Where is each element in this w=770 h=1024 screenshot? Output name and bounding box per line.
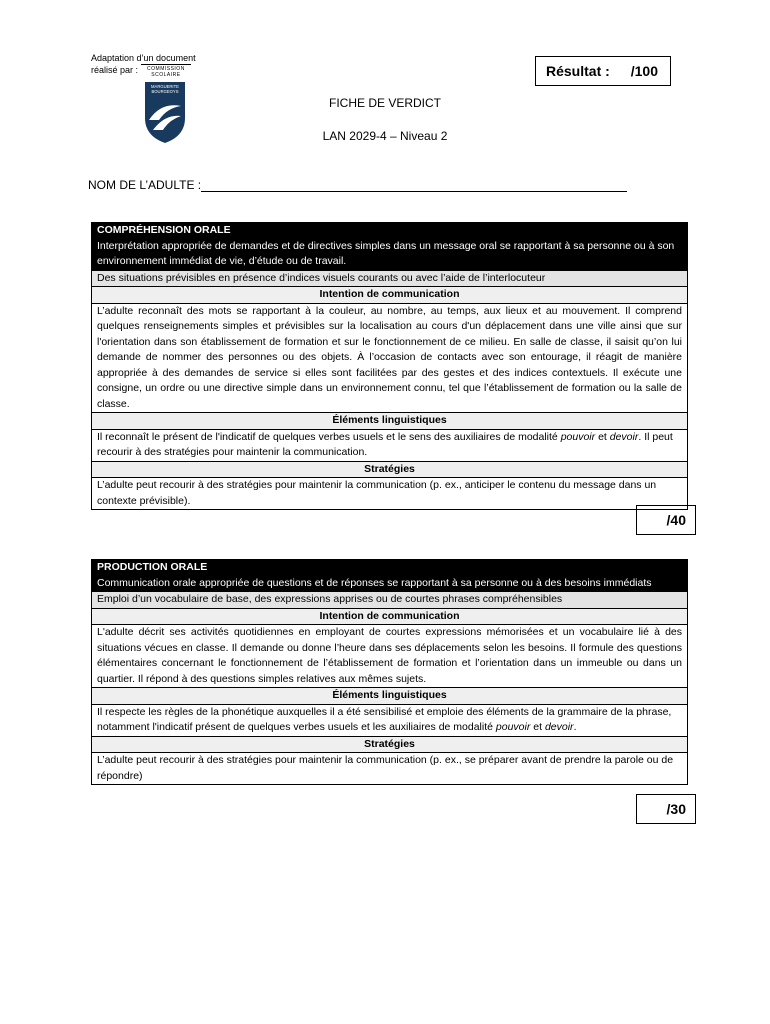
production-intention-text: L'adulte décrit ses activités quotidiennes en employant de courtes expressions mémorisées et un vocabulaire lié à des situations vécues en classe. Il demande ou donne l’heure dans ses déplacements selon les besoins. Il formule des questions élémentaires concernant le fonctionnement de l’établissement de formation et l’orientation dans un immeuble ou dans un quartier. Il répond à des questions simples relatives aux mêmes sujets. [92,625,688,688]
production-heading: PRODUCTION ORALE [97,561,208,573]
svg-text:BOURGEOYS: BOURGEOYS [151,89,179,94]
comprehension-linguistic-text: Il reconnaît le présent de l'indicatif de quelques verbes usuels et le sens des auxiliaires de modalité pouvoir et devoir. Il peut recourir à des stratégies pour maintenir la communication. [92,429,688,461]
total-score-box[interactable] [535,56,671,86]
production-context: Emploi d’un vocabulaire de base, des expressions apprises ou de courtes phrases compréhensibles [92,592,688,609]
adult-name-label: NOM DE L’ADULTE : [88,178,202,192]
comprehension-strategies-text: L’adulte peut recourir à des stratégies pour maintenir la communication (p. ex., anticiper le contenu du message dans un contexte prévisible). [92,478,688,510]
adult-name-field[interactable] [201,179,627,192]
production-description: Communication orale appropriée de questions et de réponses se rapportant à sa personne ou à des besoins immédiats [97,576,652,589]
production-points-box[interactable]: /30 [636,794,696,824]
comprehension-context: Des situations prévisibles en présence d’indices visuels courants ou avec l’aide de l’interlocuteur [92,270,688,287]
comprehension-points-box[interactable]: /40 [636,505,696,535]
document-title: FICHE DE VERDICT [328,96,441,110]
comprehension-heading: COMPRÉHENSION ORALE [97,224,231,236]
production-linguistic-text: Il respecte les règles de la phonétique auxquelles il a été sensibilisé et emploie des éléments de la grammaire de la phrase, notamment l'indicatif présent de quelques verbes usuels et les auxiliaires de modalité pouvoir et devoir. [92,704,688,736]
result-label: Résultat : [546,63,610,79]
comprehension-intention-title: Intention de communication [92,287,688,304]
production-intention-title: Intention de communication [92,608,688,625]
comprehension-header [92,223,688,271]
adaptation-credit [91,52,196,79]
commission-label: COMMISSION SCOLAIRE [141,64,191,79]
result-total: /100 [630,63,658,79]
comprehension-linguistic-title: Éléments linguistiques [92,413,688,430]
adult-name-row [88,178,627,192]
production-section [91,559,688,785]
production-header [92,560,688,592]
production-strategies-title: Stratégies [92,736,688,753]
comprehension-description: Interprétation appropriée de demandes et de directives simples dans un message oral se rapportant à sa personne ou à son environnement immédiat de vie, d’étude ou de travail. [97,239,675,267]
comprehension-intention-text: L’adulte reconnaît des mots se rapportant à la couleur, au nombre, au temps, aux lieux et au mouvement. Il comprend quelques renseignements simples et prévisibles sur la localisation au cours d'un déplacement dans une ville ainsi que sur l'orientation dans son établissement de formation et sur le fonctionnement de ce milieu. En salle de classe, il saisit qu’on lui demande de nommer des personnes ou des objets. À l’occasion de contacts avec son entourage, il réagit de manière appropriée à des demandes de service si elles sont facilitées par des gestes et des indices contextuels. Il exécute une consigne, un ordre ou une directive simple dans un environnement connu, tel que l’établissement de formation ou la salle de classe. [92,303,688,413]
comprehension-section [91,222,688,510]
document-subtitle: LAN 2029-4 – Niveau 2 [322,129,448,143]
adaptation-line-2: réalisé par : [91,65,139,75]
comprehension-strategies-title: Stratégies [92,461,688,478]
production-strategies-text: L’adulte peut recourir à des stratégies pour maintenir la communication (p. ex., se préparer avant de prendre la parole ou de répondre) [92,753,688,785]
adaptation-line-1: Adaptation d’un document [91,53,196,63]
production-linguistic-title: Éléments linguistiques [92,688,688,705]
svg-text:MARGUERITE: MARGUERITE [151,84,179,89]
